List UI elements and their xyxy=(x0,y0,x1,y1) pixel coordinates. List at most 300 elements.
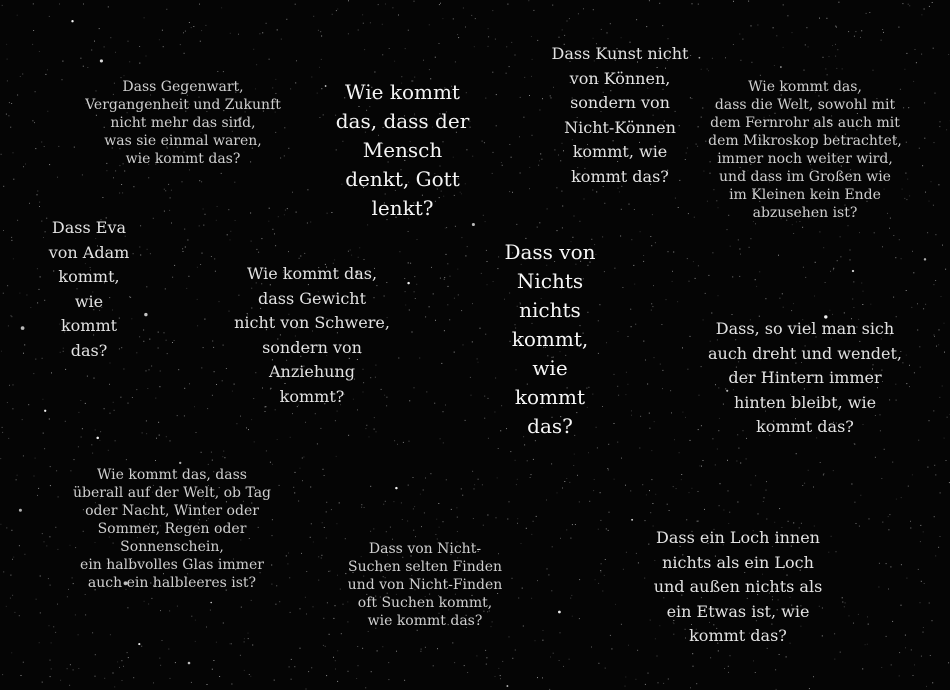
star-speck xyxy=(350,250,351,251)
star-speck xyxy=(651,479,652,480)
star-speck xyxy=(1,154,2,155)
star-speck xyxy=(240,416,241,417)
star-speck xyxy=(121,184,122,185)
star-speck xyxy=(333,657,334,658)
quote-eva-adam: Dass Eva von Adam kommt, wie kommt das? xyxy=(48,218,130,360)
star-speck xyxy=(890,566,891,567)
star-speck xyxy=(823,247,824,248)
star-speck xyxy=(837,260,838,261)
star-speck xyxy=(254,441,255,442)
star-speck xyxy=(435,320,436,321)
star-speck xyxy=(788,521,789,522)
star-speck xyxy=(326,511,327,512)
star-speck xyxy=(643,255,644,256)
star-speck xyxy=(531,36,532,37)
star-speck xyxy=(858,614,859,615)
star-speck xyxy=(924,9,925,10)
star-speck xyxy=(215,271,216,272)
star-speck xyxy=(37,191,38,192)
star-speck xyxy=(639,448,640,449)
star-speck xyxy=(414,1,415,2)
star-speck xyxy=(919,148,920,149)
star-speck xyxy=(598,583,599,584)
star-speck xyxy=(711,313,712,314)
star-speck xyxy=(166,436,167,437)
star-speck xyxy=(441,363,442,364)
star-speck xyxy=(42,682,43,683)
star-speck xyxy=(749,247,750,248)
star-speck xyxy=(924,102,925,103)
star-speck xyxy=(523,626,524,627)
star-speck xyxy=(201,181,202,182)
star-speck xyxy=(600,520,601,521)
star-speck xyxy=(691,488,692,489)
star-speck xyxy=(166,9,167,10)
star-speck xyxy=(536,516,537,517)
star-speck xyxy=(33,3,34,4)
star-speck xyxy=(509,501,510,502)
star-speck xyxy=(929,6,930,7)
star-speck xyxy=(533,10,534,11)
star-speck xyxy=(82,428,83,429)
star-speck xyxy=(484,396,485,397)
star-speck xyxy=(592,190,593,191)
star-speck xyxy=(728,523,729,524)
star-speck xyxy=(382,24,383,25)
star-speck xyxy=(175,662,176,663)
star-speck xyxy=(318,556,319,557)
star-speck xyxy=(622,287,623,288)
star-speck xyxy=(661,324,662,325)
star-speck xyxy=(911,649,912,650)
star-speck xyxy=(802,227,803,228)
star-speck xyxy=(550,657,551,658)
star-speck xyxy=(165,288,166,289)
star-speck xyxy=(436,519,437,520)
star-speck xyxy=(7,80,8,81)
star-speck xyxy=(559,660,560,661)
star-speck xyxy=(292,413,293,414)
star-speck xyxy=(85,594,86,595)
star-speck xyxy=(244,670,245,671)
star-speck xyxy=(78,634,79,635)
star-speck xyxy=(583,8,584,9)
star-speck xyxy=(250,676,251,677)
star-speck xyxy=(323,114,324,115)
star-speck xyxy=(739,34,740,35)
star-speck xyxy=(58,146,59,147)
star-speck xyxy=(210,610,211,611)
star-speck xyxy=(739,249,740,250)
quote-mensch-denkt: Wie kommt das, dass der Mensch denkt, Gott lenkt? xyxy=(335,80,470,220)
star-speck xyxy=(184,415,185,416)
star-speck xyxy=(506,73,507,74)
star-speck xyxy=(443,411,444,412)
star-speck xyxy=(474,46,475,47)
star-speck xyxy=(924,583,925,584)
star-speck xyxy=(359,247,360,248)
star-speck xyxy=(939,126,940,127)
star-speck xyxy=(891,664,892,665)
star-speck xyxy=(574,216,575,217)
star-speck xyxy=(529,95,530,96)
star-speck xyxy=(230,239,231,240)
star-speck xyxy=(553,653,554,654)
bright-star xyxy=(179,462,181,464)
star-speck xyxy=(552,546,553,547)
star-speck xyxy=(600,492,601,493)
star-speck xyxy=(38,488,39,489)
star-speck xyxy=(290,612,291,613)
star-speck xyxy=(792,32,793,33)
star-speck xyxy=(938,547,939,548)
star-speck xyxy=(604,203,605,204)
star-speck xyxy=(832,314,833,315)
star-speck xyxy=(2,432,3,433)
star-speck xyxy=(8,438,9,439)
star-speck xyxy=(728,672,729,673)
star-speck xyxy=(405,48,406,49)
star-speck xyxy=(698,521,699,522)
star-speck xyxy=(650,512,651,513)
star-speck xyxy=(212,341,213,342)
star-speck xyxy=(569,482,570,483)
star-speck xyxy=(737,502,738,503)
star-speck xyxy=(155,398,156,399)
star-speck xyxy=(457,34,458,35)
star-speck xyxy=(158,348,159,349)
star-speck xyxy=(60,680,61,681)
star-speck xyxy=(916,62,917,63)
star-speck xyxy=(170,440,171,441)
star-speck xyxy=(593,38,594,39)
star-speck xyxy=(269,208,270,209)
bright-star xyxy=(852,270,854,272)
star-speck xyxy=(533,521,534,522)
star-speck xyxy=(637,650,638,651)
star-speck xyxy=(335,420,336,421)
star-speck xyxy=(73,669,74,670)
star-speck xyxy=(571,595,572,596)
star-speck xyxy=(408,262,409,263)
star-speck xyxy=(358,665,359,666)
star-speck xyxy=(55,632,56,633)
star-speck xyxy=(512,658,513,659)
star-speck xyxy=(258,252,259,253)
star-speck xyxy=(159,39,160,40)
star-speck xyxy=(889,228,890,229)
star-speck xyxy=(682,412,683,413)
star-speck xyxy=(779,298,780,299)
star-speck xyxy=(462,495,463,496)
star-speck xyxy=(26,295,27,296)
star-speck xyxy=(517,518,518,519)
star-speck xyxy=(206,627,207,628)
star-speck xyxy=(630,309,631,310)
star-speck xyxy=(302,480,303,481)
star-speck xyxy=(840,236,841,237)
star-speck xyxy=(923,632,924,633)
star-speck xyxy=(760,75,761,76)
star-speck xyxy=(275,604,276,605)
star-speck xyxy=(606,528,607,529)
star-speck xyxy=(595,579,596,580)
star-speck xyxy=(388,679,389,680)
star-speck xyxy=(19,293,20,294)
star-speck xyxy=(326,675,327,676)
star-speck xyxy=(673,252,674,253)
star-speck xyxy=(562,227,563,228)
star-speck xyxy=(542,640,543,641)
star-speck xyxy=(222,456,223,457)
star-speck xyxy=(451,509,452,510)
star-speck xyxy=(855,31,856,32)
star-speck xyxy=(584,199,585,200)
star-speck xyxy=(437,648,438,649)
star-speck xyxy=(279,601,280,602)
star-speck xyxy=(274,680,275,681)
star-speck xyxy=(288,251,289,252)
star-speck xyxy=(725,57,726,58)
star-speck xyxy=(251,600,252,601)
star-speck xyxy=(433,293,434,294)
star-speck xyxy=(414,291,415,292)
star-speck xyxy=(421,526,422,527)
star-speck xyxy=(708,70,709,71)
star-speck xyxy=(6,606,7,607)
star-speck xyxy=(49,16,50,17)
star-speck xyxy=(3,293,4,294)
star-speck xyxy=(203,225,204,226)
star-speck xyxy=(300,468,301,469)
star-speck xyxy=(180,44,181,45)
star-speck xyxy=(425,478,426,479)
star-speck xyxy=(426,391,427,392)
star-speck xyxy=(515,55,516,56)
star-speck xyxy=(625,394,626,395)
star-speck xyxy=(884,449,885,450)
star-speck xyxy=(19,545,20,546)
star-speck xyxy=(705,293,706,294)
star-speck xyxy=(457,269,458,270)
star-speck xyxy=(184,229,185,230)
star-speck xyxy=(11,103,12,104)
star-speck xyxy=(718,650,719,651)
star-speck xyxy=(49,164,50,165)
star-speck xyxy=(153,682,154,683)
star-speck xyxy=(321,558,322,559)
star-speck xyxy=(259,33,260,34)
star-speck xyxy=(645,360,646,361)
star-speck xyxy=(607,468,608,469)
star-speck xyxy=(948,54,949,55)
star-speck xyxy=(53,626,54,627)
star-speck xyxy=(444,279,445,280)
star-speck xyxy=(370,531,371,532)
star-speck xyxy=(20,76,21,77)
star-speck xyxy=(113,177,114,178)
star-speck xyxy=(81,437,82,438)
star-speck xyxy=(24,554,25,555)
star-speck xyxy=(45,74,46,75)
star-speck xyxy=(447,263,448,264)
star-speck xyxy=(10,127,11,128)
star-speck xyxy=(647,384,648,385)
star-speck xyxy=(791,310,792,311)
quote-halbvolles-glas: Wie kommt das, dass überall auf der Welt, ob Tag oder Nacht, Winter oder Sommer, Regen oder Sonnenschein, ein halbvolles Glas immer auch ein halbleeres ist? xyxy=(72,467,272,591)
star-speck xyxy=(9,102,10,103)
star-speck xyxy=(537,677,538,678)
star-speck xyxy=(39,206,40,207)
star-speck xyxy=(415,298,416,299)
star-speck xyxy=(14,612,15,613)
star-speck xyxy=(692,3,693,4)
star-speck xyxy=(520,173,521,174)
star-speck xyxy=(551,463,552,464)
star-speck xyxy=(610,23,611,24)
star-speck xyxy=(382,646,383,647)
star-speck xyxy=(189,383,190,384)
star-speck xyxy=(454,662,455,663)
star-speck xyxy=(911,307,912,308)
star-speck xyxy=(46,545,47,546)
bright-star xyxy=(21,326,25,330)
star-speck xyxy=(272,464,273,465)
star-speck xyxy=(507,4,508,5)
star-speck xyxy=(668,251,669,252)
star-speck xyxy=(414,276,415,277)
star-speck xyxy=(759,271,760,272)
star-speck xyxy=(742,39,743,40)
star-speck xyxy=(774,65,775,66)
star-speck xyxy=(881,667,882,668)
star-speck xyxy=(7,402,8,403)
star-speck xyxy=(295,4,296,5)
star-speck xyxy=(615,604,616,605)
star-speck xyxy=(933,410,934,411)
star-speck xyxy=(304,253,305,254)
star-speck xyxy=(746,458,747,459)
star-speck xyxy=(329,634,330,635)
star-speck xyxy=(537,227,538,228)
star-speck xyxy=(117,661,118,662)
star-speck xyxy=(317,93,318,94)
star-speck xyxy=(543,630,544,631)
star-speck xyxy=(901,564,902,565)
star-speck xyxy=(694,217,695,218)
star-speck xyxy=(601,563,602,564)
star-speck xyxy=(339,502,340,503)
star-speck xyxy=(474,484,475,485)
star-speck xyxy=(659,3,660,4)
star-speck xyxy=(394,440,395,441)
star-speck xyxy=(733,1,734,2)
star-speck xyxy=(102,197,103,198)
star-speck xyxy=(643,341,644,342)
star-speck xyxy=(618,395,619,396)
star-speck xyxy=(932,620,933,621)
star-speck xyxy=(569,18,570,19)
star-speck xyxy=(292,192,293,193)
star-speck xyxy=(331,509,332,510)
star-speck xyxy=(487,261,488,262)
star-speck xyxy=(515,650,516,651)
star-speck xyxy=(307,189,308,190)
star-speck xyxy=(429,69,430,70)
star-speck xyxy=(604,575,605,576)
star-speck xyxy=(126,459,127,460)
star-speck xyxy=(933,284,934,285)
star-speck xyxy=(369,436,370,437)
star-speck xyxy=(151,366,152,367)
star-speck xyxy=(823,57,824,58)
star-speck xyxy=(392,7,393,8)
star-speck xyxy=(905,635,906,636)
star-speck xyxy=(921,14,922,15)
star-speck xyxy=(815,262,816,263)
star-speck xyxy=(94,41,95,42)
star-speck xyxy=(25,164,26,165)
star-speck xyxy=(322,522,323,523)
star-speck xyxy=(62,79,63,80)
star-speck xyxy=(275,409,276,410)
star-speck xyxy=(251,419,252,420)
star-speck xyxy=(201,30,202,31)
star-speck xyxy=(454,352,455,353)
star-speck xyxy=(856,523,857,524)
star-speck xyxy=(194,406,195,407)
star-speck xyxy=(827,74,828,75)
star-speck xyxy=(724,668,725,669)
star-speck xyxy=(488,438,489,439)
star-speck xyxy=(886,636,887,637)
star-speck xyxy=(502,661,503,662)
star-speck xyxy=(291,679,292,680)
star-speck xyxy=(266,23,267,24)
star-speck xyxy=(766,519,767,520)
star-speck xyxy=(447,304,448,305)
star-speck xyxy=(485,98,486,99)
star-speck xyxy=(461,310,462,311)
star-speck xyxy=(899,239,900,240)
star-speck xyxy=(881,478,882,479)
bright-star xyxy=(780,66,782,68)
star-speck xyxy=(832,45,833,46)
star-speck xyxy=(365,687,366,688)
star-speck xyxy=(203,209,204,210)
star-speck xyxy=(485,650,486,651)
quote-welt-fernrohr: Wie kommt das, dass die Welt, sowohl mit dem Fernrohr als auch mit dem Mikroskop betrachtet, immer noch weiter wird, und dass im Großen wie im Kleinen kein Ende abzusehen ist? xyxy=(708,79,902,221)
star-speck xyxy=(91,444,92,445)
star-speck xyxy=(621,458,622,459)
star-speck xyxy=(511,42,512,43)
star-speck xyxy=(24,344,25,345)
star-speck xyxy=(933,205,934,206)
star-speck xyxy=(733,44,734,45)
quote-loch: Dass ein Loch innen nichts als ein Loch und außen nichts als ein Etwas ist, wie kommt das? xyxy=(653,528,823,645)
star-speck xyxy=(266,450,267,451)
star-speck xyxy=(32,120,33,121)
star-speck xyxy=(13,179,14,180)
star-speck xyxy=(146,433,147,434)
star-speck xyxy=(480,328,481,329)
star-speck xyxy=(449,319,450,320)
star-speck xyxy=(652,306,653,307)
star-speck xyxy=(95,654,96,655)
star-speck xyxy=(456,507,457,508)
bright-star xyxy=(472,223,475,226)
star-speck xyxy=(913,272,914,273)
